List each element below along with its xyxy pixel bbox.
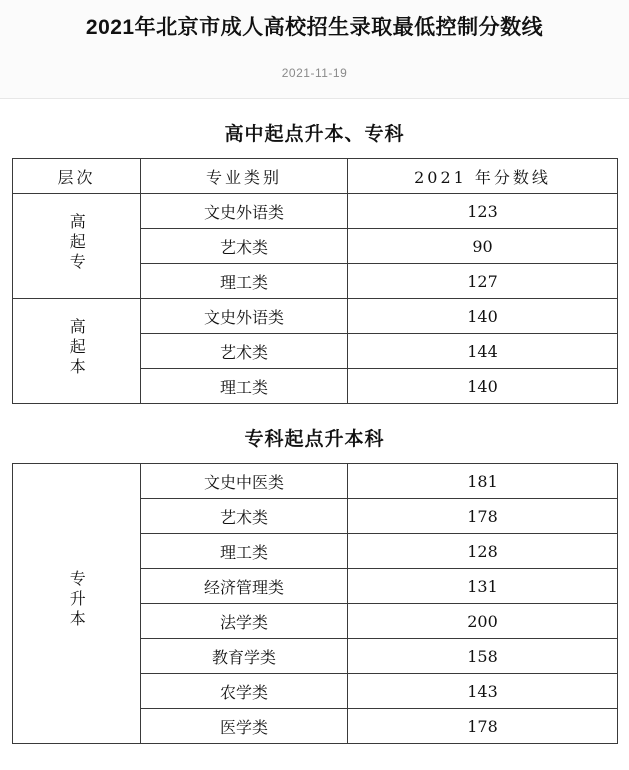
category-cell: 文史外语类 bbox=[141, 194, 348, 229]
category-cell: 艺术类 bbox=[141, 334, 348, 369]
group-label-gaoqiben: 高起本 bbox=[13, 299, 141, 404]
column-header-level: 层次 bbox=[13, 159, 141, 194]
category-cell: 理工类 bbox=[141, 369, 348, 404]
score-cell: 140 bbox=[348, 299, 618, 334]
group-label-gaoqizhuan: 高起专 bbox=[13, 194, 141, 299]
section-gaoqi bbox=[0, 99, 629, 404]
score-cell: 140 bbox=[348, 369, 618, 404]
section-title-gaoqi: 高中起点升本、专科 bbox=[224, 123, 405, 145]
category-cell: 理工类 bbox=[141, 264, 348, 299]
table-row bbox=[13, 299, 618, 334]
category-cell: 农学类 bbox=[141, 674, 348, 709]
score-table-zhuanshengben bbox=[12, 463, 618, 744]
score-table-gaoqi bbox=[12, 158, 618, 404]
score-cell: 143 bbox=[348, 674, 618, 709]
document-header bbox=[0, 0, 629, 98]
score-cell: 123 bbox=[348, 194, 618, 229]
category-cell: 文史外语类 bbox=[141, 299, 348, 334]
column-header-score: 2021 年分数线 bbox=[348, 159, 618, 194]
score-cell: 90 bbox=[348, 229, 618, 264]
category-cell: 教育学类 bbox=[141, 639, 348, 674]
score-cell: 178 bbox=[348, 709, 618, 744]
category-cell: 理工类 bbox=[141, 534, 348, 569]
section-zhuanshengben bbox=[0, 404, 629, 744]
table-row bbox=[13, 194, 618, 229]
score-cell: 178 bbox=[348, 499, 618, 534]
score-cell: 128 bbox=[348, 534, 618, 569]
publish-date: 2021-11-19 bbox=[281, 66, 348, 80]
score-cell: 144 bbox=[348, 334, 618, 369]
category-cell: 医学类 bbox=[141, 709, 348, 744]
score-cell: 181 bbox=[348, 464, 618, 499]
page-title: 2021年北京市成人高校招生录取最低控制分数线 bbox=[85, 16, 544, 39]
category-cell: 法学类 bbox=[141, 604, 348, 639]
category-cell: 经济管理类 bbox=[141, 569, 348, 604]
score-cell: 200 bbox=[348, 604, 618, 639]
section-title-zhuanshengben: 专科起点升本科 bbox=[244, 428, 385, 450]
table-row bbox=[13, 464, 618, 499]
category-cell: 艺术类 bbox=[141, 229, 348, 264]
score-cell: 131 bbox=[348, 569, 618, 604]
score-cell: 158 bbox=[348, 639, 618, 674]
score-cell: 127 bbox=[348, 264, 618, 299]
table-header-row bbox=[13, 159, 618, 194]
category-cell: 艺术类 bbox=[141, 499, 348, 534]
group-label-zhuanshengben: 专升本 bbox=[13, 464, 141, 744]
category-cell: 文史中医类 bbox=[141, 464, 348, 499]
column-header-category: 专业类别 bbox=[141, 159, 348, 194]
